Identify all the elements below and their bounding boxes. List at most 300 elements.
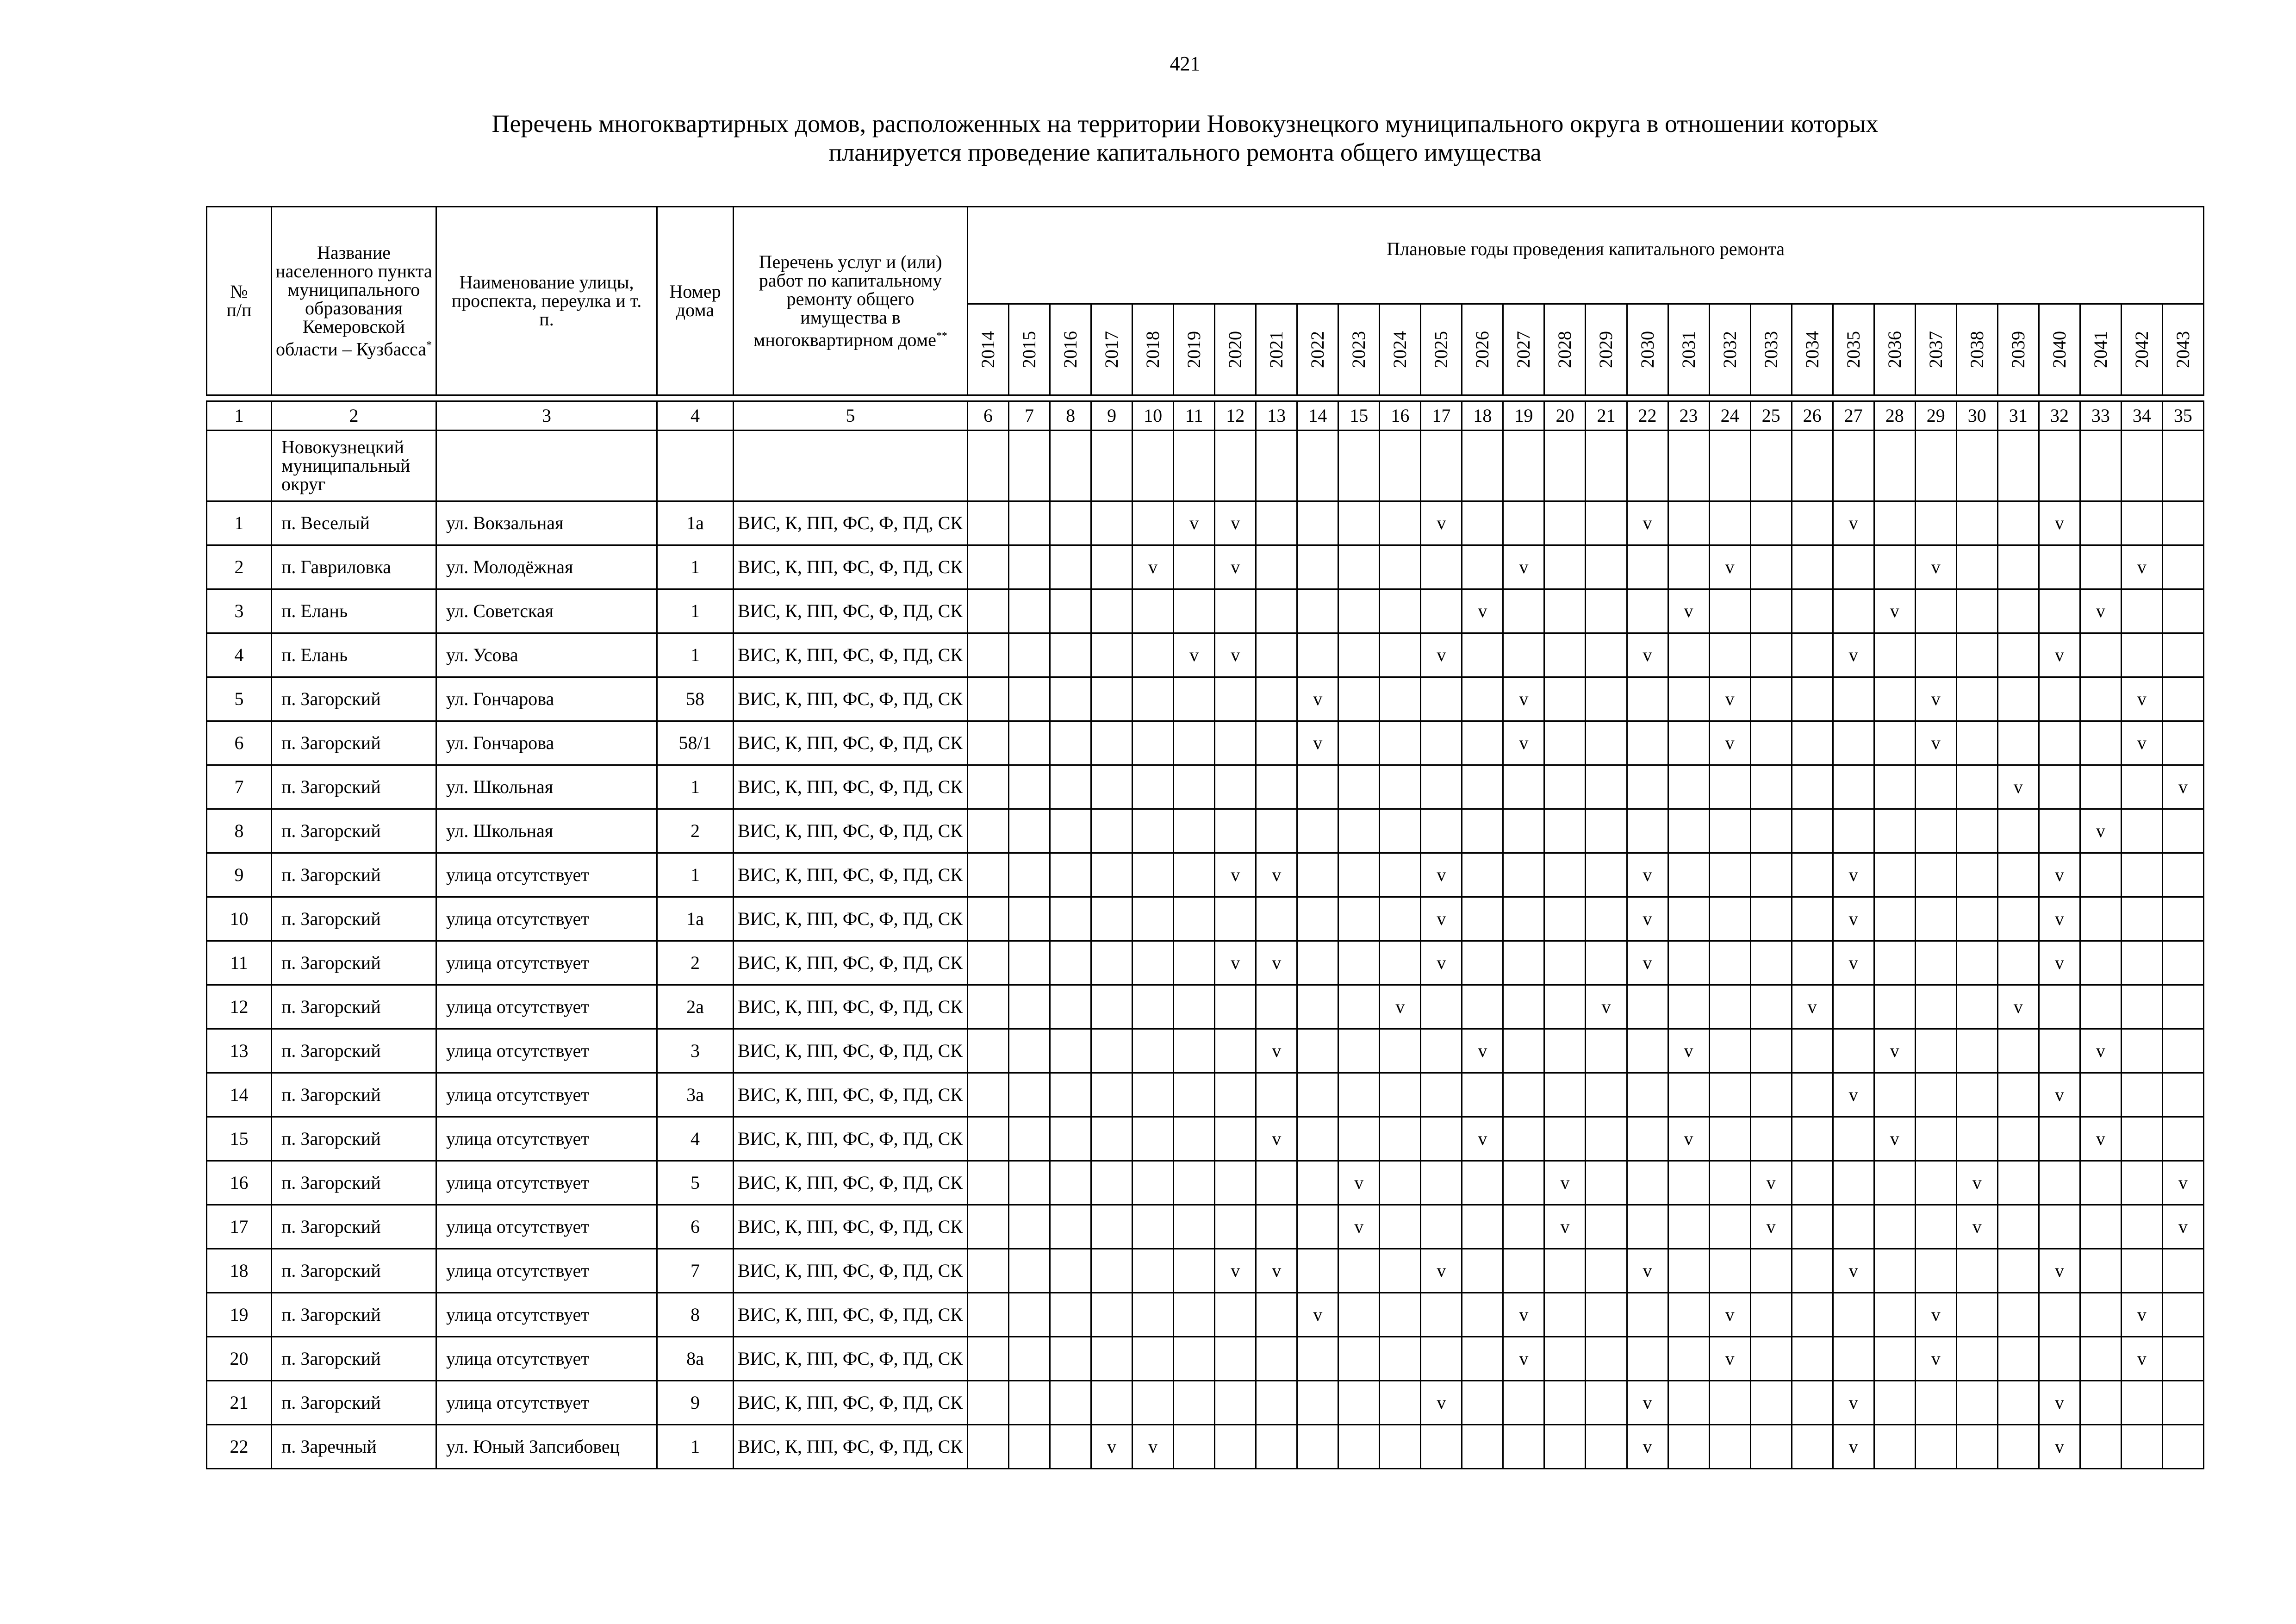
year-cell	[1956, 721, 1997, 765]
year-label: 2040	[2048, 331, 2070, 368]
empty-cell	[1750, 431, 1792, 501]
house-number: 58	[657, 677, 734, 721]
empty-cell	[1256, 431, 1297, 501]
header-year	[1750, 304, 1792, 395]
repair-year-mark: v	[1627, 853, 1668, 897]
year-cell	[1256, 985, 1297, 1029]
year-cell	[1380, 1117, 1421, 1161]
column-number: 28	[1874, 401, 1915, 431]
house-number: 2	[657, 941, 734, 985]
year-cell	[1091, 809, 1132, 853]
year-cell	[1627, 809, 1668, 853]
empty-cell	[1627, 431, 1668, 501]
year-cell	[2121, 941, 2162, 985]
year-cell	[1792, 853, 1833, 897]
year-cell	[1503, 897, 1544, 941]
year-cell	[968, 1381, 1009, 1425]
empty-cell	[2039, 431, 2080, 501]
year-cell	[1586, 1249, 1627, 1293]
repair-year-mark: v	[1215, 853, 1256, 897]
year-cell	[1215, 1073, 1256, 1117]
repair-year-mark: v	[1421, 501, 1462, 545]
repair-year-mark: v	[1421, 1249, 1462, 1293]
year-cell	[1338, 501, 1380, 545]
table-row	[207, 941, 2204, 985]
year-cell	[1792, 1073, 1833, 1117]
year-cell	[1462, 545, 1503, 589]
year-cell	[1297, 1337, 1338, 1381]
table-row	[207, 677, 2204, 721]
column-number: 17	[1421, 401, 1462, 431]
year-label: 2020	[1225, 331, 1246, 368]
year-cell	[1132, 501, 1174, 545]
year-cell	[1668, 809, 1709, 853]
year-cell	[1915, 1117, 1956, 1161]
year-cell	[1586, 501, 1627, 545]
year-cell	[1421, 1293, 1462, 1337]
year-cell	[1338, 721, 1380, 765]
house-number: 1	[657, 545, 734, 589]
year-cell	[1132, 1029, 1174, 1073]
year-cell	[1174, 1337, 1215, 1381]
year-cell	[1050, 809, 1091, 853]
year-cell	[1544, 1381, 1586, 1425]
column-number: 25	[1750, 401, 1792, 431]
year-cell	[1544, 1073, 1586, 1117]
year-label: 2027	[1513, 331, 1534, 368]
district-name: Новокузнецкий муниципальный округ	[272, 431, 436, 501]
year-cell	[2121, 1425, 2162, 1469]
row-number: 18	[207, 1249, 272, 1293]
repair-year-mark: v	[2039, 897, 2080, 941]
year-cell	[1915, 1425, 1956, 1469]
year-cell	[2080, 897, 2121, 941]
year-cell	[1833, 1293, 1874, 1337]
year-label: 2043	[2172, 331, 2194, 369]
year-cell	[1750, 765, 1792, 809]
year-cell	[1421, 1425, 1462, 1469]
empty-cell	[734, 431, 968, 501]
year-cell	[1997, 1337, 2039, 1381]
house-number: 8а	[657, 1337, 734, 1381]
year-cell	[1544, 1425, 1586, 1469]
year-cell	[1792, 941, 1833, 985]
year-cell	[1668, 545, 1709, 589]
year-cell	[2162, 1337, 2203, 1381]
year-cell	[968, 1029, 1009, 1073]
year-cell	[1544, 721, 1586, 765]
repair-year-mark: v	[1833, 1425, 1874, 1469]
services-list: ВИС, К, ПП, ФС, Ф, ПД, СК	[734, 721, 968, 765]
year-cell	[1091, 721, 1132, 765]
street-name: улица отсутствует	[436, 1381, 657, 1425]
repair-year-mark: v	[1132, 545, 1174, 589]
repair-year-mark: v	[1915, 1293, 1956, 1337]
year-cell	[1750, 1249, 1792, 1293]
year-cell	[1956, 1337, 1997, 1381]
year-cell	[1380, 1381, 1421, 1425]
year-cell	[1915, 1029, 1956, 1073]
empty-cell	[1009, 431, 1050, 501]
repair-year-mark: v	[1668, 589, 1709, 633]
year-cell	[1792, 677, 1833, 721]
year-cell	[1915, 985, 1956, 1029]
empty-cell	[1874, 431, 1915, 501]
year-label: 2025	[1431, 331, 1452, 368]
year-cell	[2121, 765, 2162, 809]
year-cell	[1915, 633, 1956, 677]
empty-cell	[1833, 431, 1874, 501]
year-cell	[1544, 1249, 1586, 1293]
header-year	[1627, 304, 1668, 395]
year-cell	[1874, 853, 1915, 897]
services-list: ВИС, К, ПП, ФС, Ф, ПД, СК	[734, 897, 968, 941]
year-cell	[1586, 809, 1627, 853]
year-cell	[1750, 1117, 1792, 1161]
header-services-label: Перечень услуг и (или) работ по капитальному ремонту общего имущества в многоквартирном доме	[753, 251, 942, 350]
year-cell	[2162, 633, 2203, 677]
year-cell	[1750, 501, 1792, 545]
year-cell	[1503, 1073, 1544, 1117]
district-row	[207, 431, 2204, 501]
services-list: ВИС, К, ПП, ФС, Ф, ПД, СК	[734, 1293, 968, 1337]
year-label: 2041	[2090, 331, 2111, 368]
repair-year-mark: v	[1627, 501, 1668, 545]
year-cell	[1215, 721, 1256, 765]
year-cell	[1956, 765, 1997, 809]
row-number: 7	[207, 765, 272, 809]
year-cell	[968, 1161, 1009, 1205]
year-label: 2024	[1389, 331, 1411, 368]
year-cell	[1833, 545, 1874, 589]
services-list: ВИС, К, ПП, ФС, Ф, ПД, СК	[734, 1205, 968, 1249]
year-cell	[1132, 1381, 1174, 1425]
column-number: 29	[1915, 401, 1956, 431]
year-cell	[1833, 765, 1874, 809]
repair-year-mark: v	[1338, 1205, 1380, 1249]
repair-year-mark: v	[1380, 985, 1421, 1029]
settlement-name: п. Загорский	[272, 897, 436, 941]
year-cell	[1792, 545, 1833, 589]
year-label: 2021	[1266, 331, 1287, 368]
row-number: 20	[207, 1337, 272, 1381]
year-cell	[1338, 809, 1380, 853]
services-list: ВИС, К, ПП, ФС, Ф, ПД, СК	[734, 941, 968, 985]
year-cell	[2121, 1381, 2162, 1425]
year-cell	[1586, 897, 1627, 941]
year-cell	[1709, 1205, 1750, 1249]
year-cell	[1215, 765, 1256, 809]
settlement-name: п. Загорский	[272, 853, 436, 897]
year-cell	[1586, 1293, 1627, 1337]
repair-year-mark: v	[2121, 1293, 2162, 1337]
table-row	[207, 1425, 2204, 1469]
street-name: ул. Гончарова	[436, 721, 657, 765]
row-number: 6	[207, 721, 272, 765]
year-cell	[1709, 1117, 1750, 1161]
year-cell	[1338, 941, 1380, 985]
empty-cell	[1338, 431, 1380, 501]
title-line-2: планируется проведение капитального ремонта общего имущества	[828, 138, 1542, 166]
empty-cell	[2080, 431, 2121, 501]
year-cell	[1668, 1161, 1709, 1205]
year-cell	[1915, 1161, 1956, 1205]
year-cell	[968, 809, 1009, 853]
year-cell	[2080, 501, 2121, 545]
repair-year-mark: v	[1462, 1029, 1503, 1073]
row-number: 5	[207, 677, 272, 721]
column-number: 15	[1338, 401, 1380, 431]
year-cell	[1792, 1249, 1833, 1293]
year-label: 2018	[1142, 331, 1164, 368]
year-cell	[968, 633, 1009, 677]
table-row	[207, 1249, 2204, 1293]
year-cell	[1174, 677, 1215, 721]
year-cell	[1421, 1205, 1462, 1249]
year-cell	[1009, 1029, 1050, 1073]
header-year	[1215, 304, 1256, 395]
year-cell	[1709, 1249, 1750, 1293]
year-cell	[2121, 985, 2162, 1029]
year-cell	[1338, 589, 1380, 633]
year-cell	[1338, 677, 1380, 721]
year-cell	[1709, 1381, 1750, 1425]
year-cell	[1132, 1073, 1174, 1117]
year-cell	[2080, 985, 2121, 1029]
year-cell	[1668, 501, 1709, 545]
column-number: 22	[1627, 401, 1668, 431]
column-number: 13	[1256, 401, 1297, 431]
header-year	[1338, 304, 1380, 395]
year-cell	[1215, 1293, 1256, 1337]
year-cell	[1750, 853, 1792, 897]
services-list: ВИС, К, ПП, ФС, Ф, ПД, СК	[734, 1161, 968, 1205]
year-cell	[1586, 1381, 1627, 1425]
year-cell	[1874, 1425, 1915, 1469]
year-cell	[1091, 1073, 1132, 1117]
header-num: № п/п	[207, 207, 272, 395]
settlement-name: п. Гавриловка	[272, 545, 436, 589]
repair-year-mark: v	[2080, 1029, 2121, 1073]
year-cell	[2039, 809, 2080, 853]
year-cell	[1215, 1161, 1256, 1205]
year-cell	[1050, 985, 1091, 1029]
year-cell	[1050, 1073, 1091, 1117]
repair-year-mark: v	[1833, 1073, 1874, 1117]
services-list: ВИС, К, ПП, ФС, Ф, ПД, СК	[734, 1249, 968, 1293]
year-cell	[1174, 897, 1215, 941]
year-cell	[1915, 765, 1956, 809]
year-cell	[1874, 633, 1915, 677]
table-body	[206, 400, 2204, 1469]
year-cell	[1627, 1029, 1668, 1073]
year-label: 2026	[1472, 331, 1493, 368]
column-number: 23	[1668, 401, 1709, 431]
year-cell	[968, 589, 1009, 633]
year-cell	[1462, 1425, 1503, 1469]
year-cell	[1462, 765, 1503, 809]
year-cell	[1709, 1161, 1750, 1205]
repair-year-mark: v	[1956, 1205, 1997, 1249]
repair-year-mark: v	[1915, 721, 1956, 765]
year-cell	[1297, 633, 1338, 677]
year-cell	[1174, 1029, 1215, 1073]
street-name: улица отсутствует	[436, 897, 657, 941]
header-year	[968, 304, 1009, 395]
year-cell	[1462, 1381, 1503, 1425]
row-number: 2	[207, 545, 272, 589]
table-row	[207, 897, 2204, 941]
year-cell	[1009, 853, 1050, 897]
year-cell	[1050, 1381, 1091, 1425]
year-cell	[1174, 721, 1215, 765]
column-number: 27	[1833, 401, 1874, 431]
year-cell	[1668, 1293, 1709, 1337]
year-cell	[1256, 897, 1297, 941]
street-name: улица отсутствует	[436, 1249, 657, 1293]
repair-year-mark: v	[1586, 985, 1627, 1029]
year-cell	[1503, 941, 1544, 985]
header-year	[1380, 304, 1421, 395]
street-name: улица отсутствует	[436, 985, 657, 1029]
repair-year-mark: v	[1462, 1117, 1503, 1161]
house-number: 9	[657, 1381, 734, 1425]
year-cell	[1750, 1337, 1792, 1381]
header-settlement-label: Название населенного пункта муниципального образования Кемеровской области – Кузбасса	[275, 242, 432, 360]
year-cell	[1874, 941, 1915, 985]
year-cell	[1668, 1073, 1709, 1117]
year-label: 2030	[1636, 331, 1658, 368]
repair-year-mark: v	[2121, 677, 2162, 721]
repair-year-mark: v	[1091, 1425, 1132, 1469]
year-cell	[2162, 1381, 2203, 1425]
year-cell	[1503, 1117, 1544, 1161]
year-cell	[2039, 677, 2080, 721]
services-list: ВИС, К, ПП, ФС, Ф, ПД, СК	[734, 1029, 968, 1073]
repair-year-mark: v	[1544, 1161, 1586, 1205]
repair-year-mark: v	[2162, 1161, 2203, 1205]
year-cell	[1256, 633, 1297, 677]
year-cell	[1009, 1293, 1050, 1337]
year-cell	[968, 1293, 1009, 1337]
year-cell	[1462, 633, 1503, 677]
header-year	[1997, 304, 2039, 395]
column-number: 21	[1586, 401, 1627, 431]
year-cell	[1997, 589, 2039, 633]
column-number: 8	[1050, 401, 1091, 431]
header-year	[1874, 304, 1915, 395]
repair-year-mark: v	[1709, 677, 1750, 721]
year-cell	[1256, 1425, 1297, 1469]
repair-year-mark: v	[1915, 1337, 1956, 1381]
year-label: 2039	[2007, 331, 2028, 368]
year-cell	[1709, 1425, 1750, 1469]
year-label: 2017	[1101, 331, 1122, 368]
year-cell	[1997, 897, 2039, 941]
year-cell	[1997, 1029, 2039, 1073]
house-number: 5	[657, 1161, 734, 1205]
settlement-name: п. Загорский	[272, 721, 436, 765]
year-cell	[1792, 897, 1833, 941]
year-cell	[1297, 941, 1338, 985]
year-cell	[1627, 765, 1668, 809]
year-cell	[1792, 765, 1833, 809]
year-cell	[1627, 545, 1668, 589]
house-number: 2а	[657, 985, 734, 1029]
year-cell	[1050, 853, 1091, 897]
year-cell	[1709, 985, 1750, 1029]
table-row	[207, 1029, 2204, 1073]
year-cell	[2121, 1117, 2162, 1161]
year-cell	[1462, 1249, 1503, 1293]
year-cell	[1091, 1205, 1132, 1249]
settlement-name: п. Елань	[272, 633, 436, 677]
year-cell	[1462, 1073, 1503, 1117]
row-number: 12	[207, 985, 272, 1029]
year-cell	[2162, 1029, 2203, 1073]
year-cell	[1956, 1073, 1997, 1117]
year-cell	[1009, 1381, 1050, 1425]
year-cell	[1503, 501, 1544, 545]
year-cell	[1174, 809, 1215, 853]
year-cell	[2080, 1337, 2121, 1381]
house-number: 6	[657, 1205, 734, 1249]
settlement-name: п. Загорский	[272, 1293, 436, 1337]
year-cell	[2162, 985, 2203, 1029]
year-cell	[1297, 1117, 1338, 1161]
year-cell	[1792, 1381, 1833, 1425]
year-cell	[1627, 1073, 1668, 1117]
year-cell	[1380, 1161, 1421, 1205]
year-cell	[1997, 1073, 2039, 1117]
row-number: 22	[207, 1425, 272, 1469]
year-cell	[1091, 897, 1132, 941]
year-cell	[2121, 501, 2162, 545]
repair-year-mark: v	[1627, 1249, 1668, 1293]
year-cell	[1956, 985, 1997, 1029]
settlement-name: п. Загорский	[272, 809, 436, 853]
year-cell	[1009, 941, 1050, 985]
year-cell	[2162, 545, 2203, 589]
repair-year-mark: v	[2162, 1205, 2203, 1249]
year-cell	[1668, 1337, 1709, 1381]
year-cell	[1915, 501, 1956, 545]
year-label: 2014	[977, 331, 999, 368]
year-cell	[1750, 985, 1792, 1029]
street-name: улица отсутствует	[436, 1073, 657, 1117]
year-cell	[1338, 1029, 1380, 1073]
year-cell	[2080, 545, 2121, 589]
year-cell	[1256, 589, 1297, 633]
year-cell	[1380, 941, 1421, 985]
year-cell	[1338, 853, 1380, 897]
year-cell	[1503, 809, 1544, 853]
year-cell	[968, 765, 1009, 809]
year-cell	[1997, 1293, 2039, 1337]
year-cell	[1627, 1293, 1668, 1337]
year-cell	[1874, 1073, 1915, 1117]
empty-cell	[436, 431, 657, 501]
year-cell	[2039, 545, 2080, 589]
services-list: ВИС, К, ПП, ФС, Ф, ПД, СК	[734, 1073, 968, 1117]
year-cell	[1586, 1073, 1627, 1117]
year-cell	[2039, 1029, 2080, 1073]
repair-year-mark: v	[1915, 677, 1956, 721]
year-cell	[1668, 765, 1709, 809]
year-cell	[968, 501, 1009, 545]
year-cell	[1256, 1205, 1297, 1249]
year-cell	[1709, 853, 1750, 897]
